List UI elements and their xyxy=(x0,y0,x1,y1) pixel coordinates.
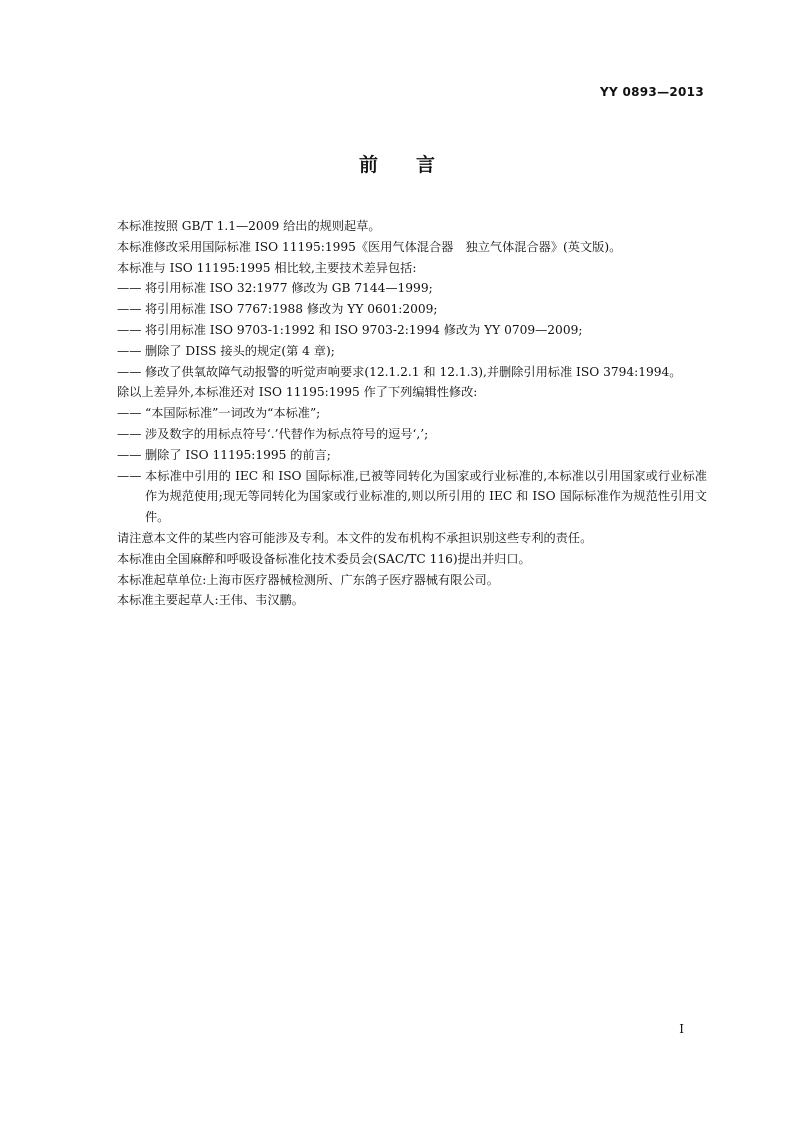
dash-bullet: —— xyxy=(117,468,142,483)
dash-bullet: —— xyxy=(117,426,142,441)
list-item xyxy=(117,320,707,341)
page-title: 前言 xyxy=(358,154,473,176)
paragraph-editorial-intro: 除以上差异外,本标准还对 ISO 11195:1995 作了下列编辑性修改: xyxy=(117,385,478,400)
list-item-text: 将引用标准 ISO 7767:1988 修改为 YY 0601:2009; xyxy=(145,302,438,317)
list-item-text: 涉及数字的用标点符号‘.’代替作为标点符号的逗号‘,’; xyxy=(145,426,429,441)
standard-number: YY 0893—2013 xyxy=(600,85,704,99)
list-item xyxy=(117,341,707,362)
page-number: I xyxy=(679,1022,684,1036)
list-item-text: 将引用标准 ISO 9703-1:1992 和 ISO 9703-2:1994 修改为 YY 0709—2009; xyxy=(145,322,583,337)
list-item-text: “本国际标准”一词改为“本标准”; xyxy=(145,406,321,421)
list-item-text: 本标准中引用的 IEC 和 ISO 国际标准,已被等同转化为国家或行业标准的,本标准以引用国家或行业标准作为规范使用;现无等同转化为国家或行业标准的,则以所引用的 IEC 和 ISO 国际标准作为规范性引用文件。 xyxy=(145,468,707,525)
list-item xyxy=(117,424,707,445)
dash-bullet: —— xyxy=(117,322,142,337)
paragraph-drafters: 本标准主要起草人:王伟、韦汉鹏。 xyxy=(117,593,304,608)
list-item xyxy=(117,278,707,299)
dash-bullet: —— xyxy=(117,364,142,379)
list-item-text: 修改了供氧故障气动报警的听觉声响要求(12.1.2.1 和 12.1.3),并删除引用标准 ISO 3794:1994。 xyxy=(145,364,682,379)
paragraph-proposer: 本标准由全国麻醉和呼吸设备标准化技术委员会(SAC/TC 116)提出并归口。 xyxy=(117,551,531,566)
dash-bullet: —— xyxy=(117,281,142,296)
list-item-text: 删除了 DISS 接头的规定(第 4 章); xyxy=(145,343,335,358)
list-item xyxy=(117,445,707,466)
dash-bullet: —— xyxy=(117,343,142,358)
paragraph-diff-intro: 本标准与 ISO 11195:1995 相比较,主要技术差异包括: xyxy=(117,260,417,275)
paragraph-drafting-units: 本标准起草单位:上海市医疗器械检测所、广东鸽子医疗器械有限公司。 xyxy=(117,572,499,587)
dash-bullet: —— xyxy=(117,447,142,462)
list-item-text: 删除了 ISO 11195:1995 的前言; xyxy=(145,447,331,462)
list-item xyxy=(117,362,707,383)
paragraph-drafting-rules: 本标准按照 GB/T 1.1—2009 给出的规则起草。 xyxy=(117,219,381,233)
dash-bullet: —— xyxy=(117,302,142,317)
list-item-text: 将引用标准 ISO 32:1977 修改为 GB 7144—1999; xyxy=(145,281,433,296)
list-item xyxy=(117,403,707,424)
paragraph-patent-notice: 请注意本文件的某些内容可能涉及专利。本文件的发布机构不承担识别这些专利的责任。 xyxy=(117,530,593,545)
paragraph-adoption: 本标准修改采用国际标准 ISO 11195:1995《医用气体混合器 独立气体混合器》(英文版)。 xyxy=(117,239,622,254)
foreword-body xyxy=(117,216,707,611)
dash-bullet: —— xyxy=(117,406,142,421)
list-item xyxy=(117,299,707,320)
list-item xyxy=(117,466,707,528)
